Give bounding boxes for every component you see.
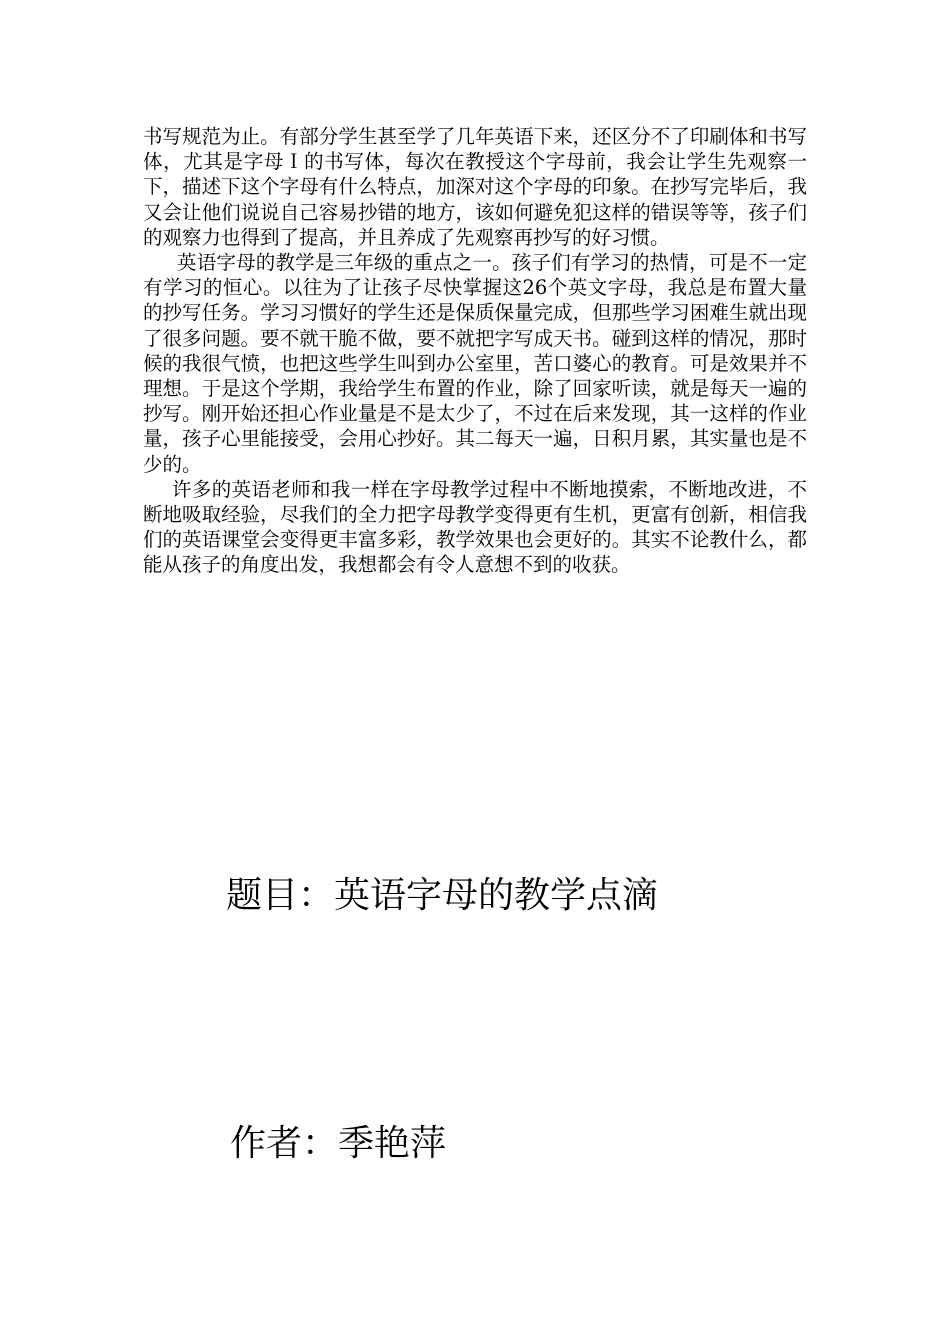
essay-title: 题目：英语字母的教学点滴 [226, 875, 659, 916]
paragraph-handwriting: 书写规范为止。有部分学生甚至学了几年英语下来，还区分不了印刷体和书写体，尤其是字母Ｉ的书写体，每次在教授这个字母前，我会让学生先观察一下，描述下这个字母有什么特点，加深对这个字母的印象。在抄写完毕后，我又会让他们说说自己容易抄错的地方，该如何避免犯这样的错误等等，孩子们的观察力也得到了提高，并且养成了先观察再抄写的好习惯。 [143, 125, 807, 249]
paragraph-letter-teaching: 英语字母的教学是三年级的重点之一。孩子们有学习的热情，可是不一定有学习的恒心。以往为了让孩子尽快掌握这26个英文字母，我总是布置大量的抄写任务。学习习惯好的学生还是保质保量完成，但那些学习困难生就出现了很多问题。要不就干脆不做，要不就把字写成天书。碰到这样的情况，那时候的我很气愤，也把这些学生叫到办公室里，苦口婆心的教育。可是效果并不理想。于是这个学期，我给学生布置的作业，除了回家听读，就是每天一遍的抄写。刚开始还担心作业量是不是太少了，不过在后来发现，其一这样的作业量，孩子心里能接受，会用心抄好。其二每天一遍，日积月累，其实量也是不少的。 [143, 251, 807, 476]
body-text [143, 124, 807, 578]
essay-author: 作者：季艳萍 [230, 1123, 447, 1164]
paragraph-conclusion: 许多的英语老师和我一样在字母教学过程中不断地摸索，不断地改进，不断地吸取经验，尽我们的全力把字母教学变得更有生机，更富有创新，相信我们的英语课堂会变得更丰富多彩，教学效果也会更好的。其实不论教什么，都能从孩子的角度出发，我想都会有令人意想不到的收获。 [143, 477, 807, 577]
